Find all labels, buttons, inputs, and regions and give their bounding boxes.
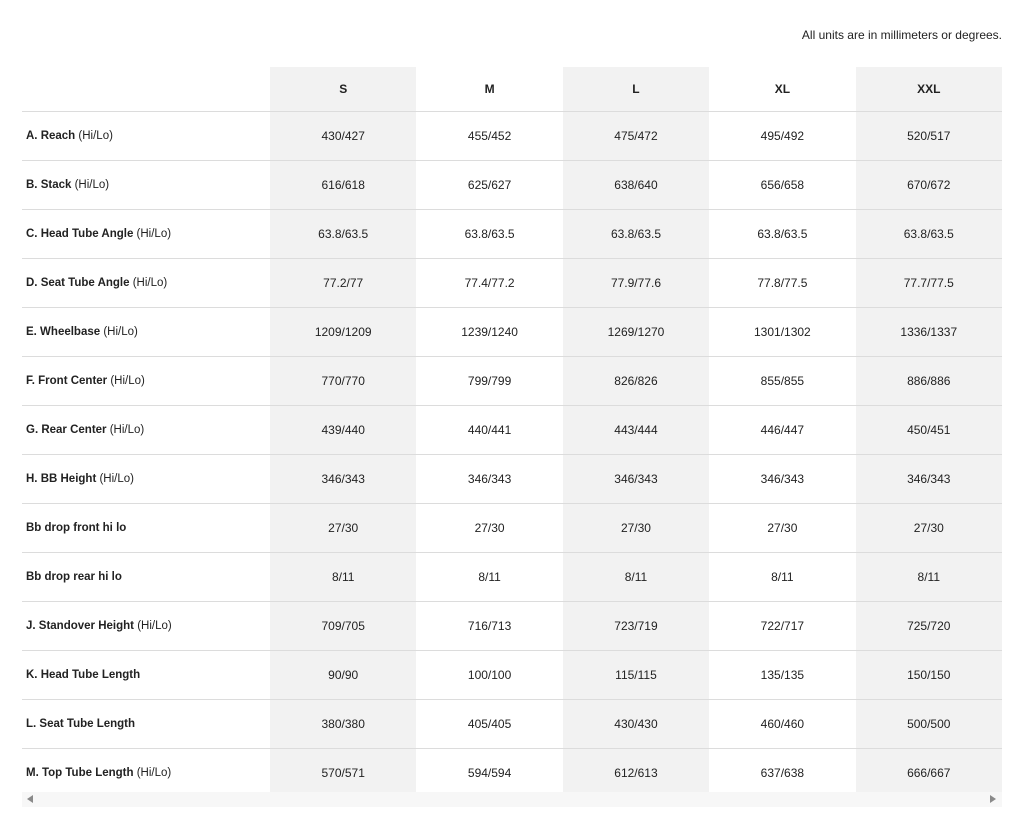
size-header-xl: XL xyxy=(709,67,855,112)
row-label-main: K. Head Tube Length xyxy=(26,669,141,681)
row-label xyxy=(22,210,270,259)
cell-value: 637/638 xyxy=(709,749,855,798)
table-row xyxy=(22,357,1002,406)
cell-value: 27/30 xyxy=(270,504,416,553)
row-label-main: L. Seat Tube Length xyxy=(26,718,136,730)
cell-value: 77.9/77.6 xyxy=(563,259,709,308)
row-label xyxy=(22,357,270,406)
cell-value: 722/717 xyxy=(709,602,855,651)
cell-value: 460/460 xyxy=(709,700,855,749)
cell-value: 27/30 xyxy=(709,504,855,553)
cell-value: 443/444 xyxy=(563,406,709,455)
arrow-right-icon[interactable] xyxy=(990,795,996,803)
row-label-main: Bb drop rear hi lo xyxy=(26,571,122,583)
size-header-l: L xyxy=(563,67,709,112)
cell-value: 346/343 xyxy=(856,455,1002,504)
table-row xyxy=(22,112,1002,161)
cell-value: 520/517 xyxy=(856,112,1002,161)
table-body xyxy=(22,112,1002,798)
cell-value: 446/447 xyxy=(709,406,855,455)
row-label xyxy=(22,455,270,504)
cell-value: 616/618 xyxy=(270,161,416,210)
row-label xyxy=(22,308,270,357)
table-row xyxy=(22,210,1002,259)
size-header-m: M xyxy=(416,67,562,112)
cell-value: 77.4/77.2 xyxy=(416,259,562,308)
size-header-xxl: XXL xyxy=(856,67,1002,112)
cell-value: 8/11 xyxy=(709,553,855,602)
row-label-suffix: (Hi/Lo) xyxy=(133,767,172,779)
cell-value: 475/472 xyxy=(563,112,709,161)
table-row xyxy=(22,161,1002,210)
cell-value: 8/11 xyxy=(856,553,1002,602)
size-header-s: S xyxy=(270,67,416,112)
row-label xyxy=(22,553,270,602)
cell-value: 886/886 xyxy=(856,357,1002,406)
cell-value: 8/11 xyxy=(270,553,416,602)
cell-value: 495/492 xyxy=(709,112,855,161)
horizontal-scrollbar[interactable] xyxy=(22,792,1002,807)
row-label xyxy=(22,112,270,161)
cell-value: 63.8/63.5 xyxy=(270,210,416,259)
row-label-suffix: (Hi/Lo) xyxy=(100,326,138,338)
cell-value: 612/613 xyxy=(563,749,709,798)
cell-value: 100/100 xyxy=(416,651,562,700)
cell-value: 666/667 xyxy=(856,749,1002,798)
cell-value: 826/826 xyxy=(563,357,709,406)
table-row xyxy=(22,602,1002,651)
cell-value: 63.8/63.5 xyxy=(709,210,855,259)
cell-value: 1239/1240 xyxy=(416,308,562,357)
cell-value: 115/115 xyxy=(563,651,709,700)
row-label-suffix: (Hi/Lo) xyxy=(129,277,168,289)
cell-value: 1336/1337 xyxy=(856,308,1002,357)
row-label-main: J. Standover Height xyxy=(26,620,134,632)
cell-value: 346/343 xyxy=(709,455,855,504)
row-label-main: G. Rear Center xyxy=(26,424,107,436)
row-label-suffix: (Hi/Lo) xyxy=(133,228,172,240)
units-note: All units are in millimeters or degrees. xyxy=(801,28,1002,42)
row-label-suffix: (Hi/Lo) xyxy=(107,375,145,387)
row-label-main: M. Top Tube Length xyxy=(26,767,134,779)
cell-value: 770/770 xyxy=(270,357,416,406)
cell-value: 430/430 xyxy=(563,700,709,749)
table-row xyxy=(22,504,1002,553)
row-label xyxy=(22,504,270,553)
row-label-main: H. BB Height xyxy=(26,473,97,485)
cell-value: 77.7/77.5 xyxy=(856,259,1002,308)
header-row xyxy=(22,67,1002,112)
row-label-suffix: (Hi/Lo) xyxy=(134,620,172,632)
cell-value: 455/452 xyxy=(416,112,562,161)
cell-value: 77.2/77 xyxy=(270,259,416,308)
cell-value: 1209/1209 xyxy=(270,308,416,357)
cell-value: 63.8/63.5 xyxy=(416,210,562,259)
cell-value: 27/30 xyxy=(563,504,709,553)
geometry-table xyxy=(22,67,1002,798)
row-label-main: E. Wheelbase xyxy=(26,326,101,338)
cell-value: 450/451 xyxy=(856,406,1002,455)
row-label-suffix: (Hi/Lo) xyxy=(71,179,110,191)
cell-value: 570/571 xyxy=(270,749,416,798)
cell-value: 500/500 xyxy=(856,700,1002,749)
cell-value: 723/719 xyxy=(563,602,709,651)
table-row xyxy=(22,700,1002,749)
arrow-left-icon[interactable] xyxy=(27,795,33,803)
table-row xyxy=(22,406,1002,455)
cell-value: 77.8/77.5 xyxy=(709,259,855,308)
row-label-main: D. Seat Tube Angle xyxy=(26,277,130,289)
table-header xyxy=(22,67,1002,112)
cell-value: 150/150 xyxy=(856,651,1002,700)
cell-value: 638/640 xyxy=(563,161,709,210)
table-row xyxy=(22,749,1002,798)
cell-value: 430/427 xyxy=(270,112,416,161)
row-label-suffix: (Hi/Lo) xyxy=(106,424,145,436)
geometry-table-container xyxy=(22,67,1002,798)
cell-value: 380/380 xyxy=(270,700,416,749)
cell-value: 1301/1302 xyxy=(709,308,855,357)
row-label xyxy=(22,700,270,749)
cell-value: 799/799 xyxy=(416,357,562,406)
header-label-cell xyxy=(22,67,270,112)
table-row xyxy=(22,455,1002,504)
table-row xyxy=(22,259,1002,308)
row-label xyxy=(22,749,270,798)
cell-value: 1269/1270 xyxy=(563,308,709,357)
cell-value: 346/343 xyxy=(416,455,562,504)
cell-value: 855/855 xyxy=(709,357,855,406)
cell-value: 709/705 xyxy=(270,602,416,651)
cell-value: 725/720 xyxy=(856,602,1002,651)
cell-value: 440/441 xyxy=(416,406,562,455)
table-row xyxy=(22,308,1002,357)
row-label-main: B. Stack xyxy=(26,179,72,191)
cell-value: 439/440 xyxy=(270,406,416,455)
row-label xyxy=(22,651,270,700)
table-row xyxy=(22,553,1002,602)
cell-value: 8/11 xyxy=(416,553,562,602)
row-label xyxy=(22,259,270,308)
row-label-suffix: (Hi/Lo) xyxy=(96,473,134,485)
row-label xyxy=(22,406,270,455)
cell-value: 8/11 xyxy=(563,553,709,602)
row-label-main: Bb drop front hi lo xyxy=(26,522,127,534)
cell-value: 670/672 xyxy=(856,161,1002,210)
row-label-main: F. Front Center xyxy=(26,375,108,387)
row-label-main: C. Head Tube Angle xyxy=(26,228,134,240)
row-label xyxy=(22,602,270,651)
row-label-suffix: (Hi/Lo) xyxy=(75,130,113,142)
cell-value: 346/343 xyxy=(563,455,709,504)
cell-value: 716/713 xyxy=(416,602,562,651)
cell-value: 594/594 xyxy=(416,749,562,798)
table-row xyxy=(22,651,1002,700)
row-label xyxy=(22,161,270,210)
cell-value: 135/135 xyxy=(709,651,855,700)
cell-value: 405/405 xyxy=(416,700,562,749)
cell-value: 63.8/63.5 xyxy=(563,210,709,259)
cell-value: 90/90 xyxy=(270,651,416,700)
cell-value: 63.8/63.5 xyxy=(856,210,1002,259)
cell-value: 27/30 xyxy=(856,504,1002,553)
cell-value: 27/30 xyxy=(416,504,562,553)
cell-value: 346/343 xyxy=(270,455,416,504)
cell-value: 656/658 xyxy=(709,161,855,210)
cell-value: 625/627 xyxy=(416,161,562,210)
row-label-main: A. Reach xyxy=(26,130,76,142)
